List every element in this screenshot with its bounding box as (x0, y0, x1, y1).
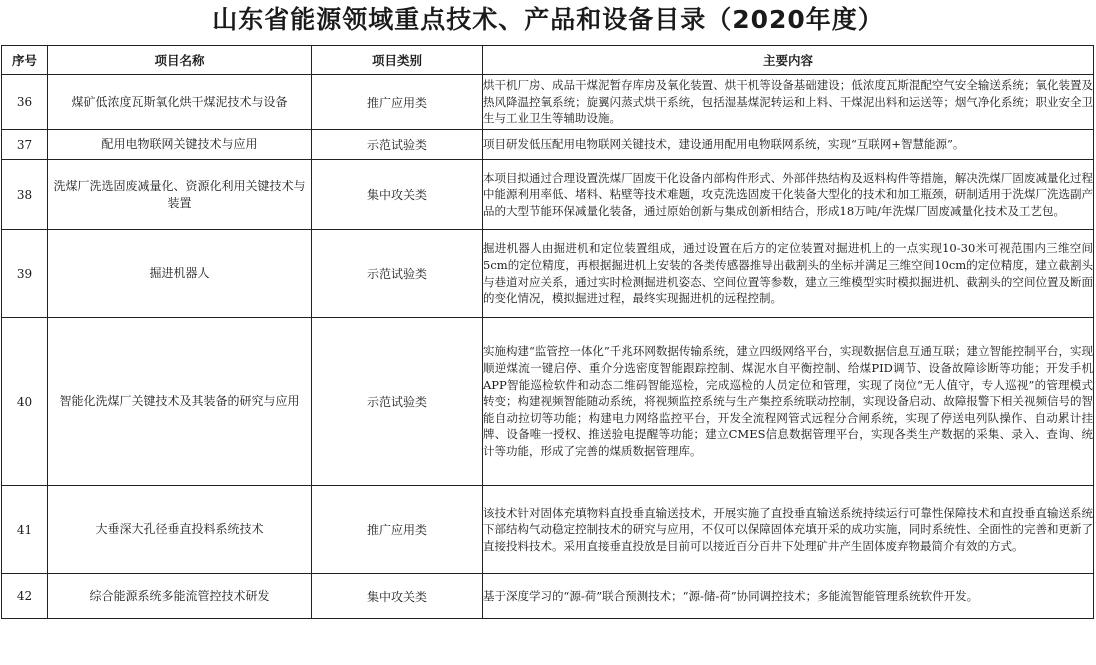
row-content: 基于深度学习的“源-荷”联合预测技术；“源-储-荷”协同调控技术；多能流智能管理系统软件开发。 (483, 574, 1094, 619)
row-content: 实施构建“监管控一体化”千兆环网数据传输系统，建立四级网络平台，实现数据信息互通互联；建立智能控制平台，实现顺逆煤流一键启停、重介分选密度智能跟踪控制、煤泥水自平衡控制、给煤PID调节、设备故障诊断等功能；开发手机APP智能巡检软件和动态二维码智能巡检，完成巡检的人员定位和管理，实现了岗位“无人值守，专人巡视”的管理模式转变；构建视频智能随动系统，将视频监控系统与生产集控系统联动控制，实现设备启动、故障报警下相关视频信号的智能自动拉切等功能；构建电力网络监控平台，开发全流程网管式远程分合闸系统，实现了停送电列队操作、自动累计挂牌、设备唯一授权、推送验电提醒等功能；建立CMES信息数据管理平台，实现各类生产数据的采集、录入、查询、统计等功能，形成了完善的煤质数据管理库。 (483, 318, 1094, 486)
row-content: 项目研发低压配用电物联网关键技术，建设通用配用电物联网系统，实现“互联网+智慧能源”。 (483, 130, 1094, 160)
row-content: 烘干机厂房、成品干煤泥暂存库房及氧化装置、烘干机等设备基础建设；低浓度瓦斯混配空气安全输送系统；氧化装置及热风降温控氧系统；旋翼闪蒸式烘干系统，包括湿基煤泥转运和上料、干煤泥出料和运送等；烟气净化系统；职业安全卫生与工业卫生等辅助设施。 (483, 75, 1094, 130)
row-num: 41 (2, 486, 48, 574)
row-name: 洗煤厂洗选固废减量化、资源化利用关键技术与装置 (48, 160, 312, 230)
row-content: 本项目拟通过合理设置洗煤厂固废干化设备内部构件形式、外部伴热结构及返料构件等措施，解决洗煤厂固废减量化过程中能源利用率低、堵料、粘壁等技术难题，攻克洗选固废干化装备大型化的技术和加工瓶颈，研制适用于洗煤厂洗选副产品的大型节能环保减量化装备，通过原始创新与集成创新相结合，形成18万吨/年洗煤厂固废减量化技术及工艺包。 (483, 160, 1094, 230)
table-row (2, 160, 1094, 230)
row-name: 煤矿低浓度瓦斯氧化烘干煤泥技术与设备 (48, 75, 312, 130)
row-num: 42 (2, 574, 48, 619)
row-category: 示范试验类 (312, 318, 483, 486)
row-content: 该技术针对固体充填物料直投垂直输送技术，开展实施了直投垂直输送系统持续运行可靠性保障技术和直投垂直输送系统下部结构气动稳定控制技术的研究与应用，不仅可以保障固体充填开采的成功实施，同时系统性、全面性的完善和更新了直接投料技术。采用直接垂直投放是目前可以接近百分百井下处理矿井产生固体废弃物最简介有效的方式。 (483, 486, 1094, 574)
catalog-table (1, 45, 1094, 619)
table-row (2, 230, 1094, 318)
table-row (2, 318, 1094, 486)
row-content: 掘进机器人由掘进机和定位装置组成，通过设置在后方的定位装置对掘进机上的一点实现10-30米可视范围内三维空间5cm的定位精度，再根据掘进机上安装的各类传感器推导出截割头的坐标并满足三维空间10cm的定位精度，建立截割头与巷道对应关系，通过实时检测掘进机姿态、空间位置等参数，建立三维模型实时模拟掘进机、截割头的空间位置及断面的变化情况，模拟掘进过程，最终实现掘进机的远程控制。 (483, 230, 1094, 318)
table-header (2, 46, 1094, 75)
row-name: 综合能源系统多能流管控技术研发 (48, 574, 312, 619)
row-category: 推广应用类 (312, 486, 483, 574)
row-category: 集中攻关类 (312, 160, 483, 230)
row-num: 38 (2, 160, 48, 230)
row-category: 推广应用类 (312, 75, 483, 130)
row-num: 36 (2, 75, 48, 130)
row-category: 示范试验类 (312, 130, 483, 160)
table-row (2, 486, 1094, 574)
row-num: 40 (2, 318, 48, 486)
header-name: 项目名称 (48, 46, 312, 75)
row-num: 37 (2, 130, 48, 160)
header-row (2, 46, 1094, 75)
row-name: 掘进机器人 (48, 230, 312, 318)
header-num: 序号 (2, 46, 48, 75)
row-category: 集中攻关类 (312, 574, 483, 619)
row-name: 配用电物联网关键技术与应用 (48, 130, 312, 160)
table-row (2, 75, 1094, 130)
table-row (2, 130, 1094, 160)
header-category: 项目类别 (312, 46, 483, 75)
header-content: 主要内容 (483, 46, 1094, 75)
document-title: 山东省能源领域重点技术、产品和设备目录（2020年度） (212, 5, 884, 34)
row-num: 39 (2, 230, 48, 318)
row-name: 大垂深大孔径垂直投料系统技术 (48, 486, 312, 574)
row-name: 智能化洗煤厂关键技术及其装备的研究与应用 (48, 318, 312, 486)
table-row (2, 574, 1094, 619)
row-category: 示范试验类 (312, 230, 483, 318)
table-body (2, 75, 1094, 619)
